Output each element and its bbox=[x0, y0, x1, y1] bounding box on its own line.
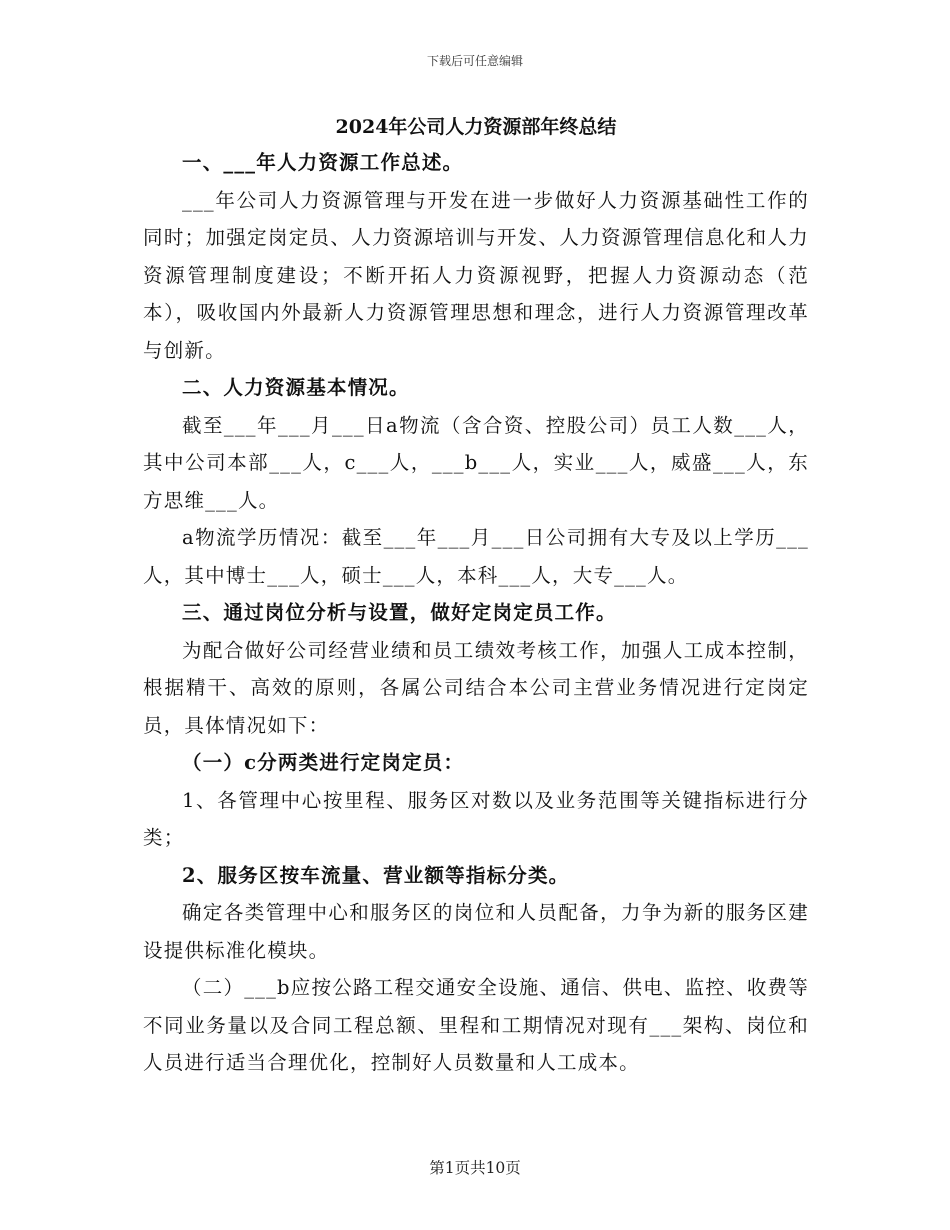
paragraph: a物流学历情况：截至___年___月___日公司拥有大专及以上学历___人，其中博士___人，硕士___人，本科___人，大专___人。 bbox=[143, 526, 809, 587]
paragraph: ___年公司人力资源管理与开发在进一步做好人力资源基础性工作的同时；加强定岗定员、人力资源培训与开发、人力资源管理信息化和人力资源管理制度建设；不断开拓人力资源视野，把握人力资源动态（范本），吸收国内外最新人力资源管理思想和理念，进行人力资源管理改革与创新。 bbox=[143, 188, 809, 362]
paragraph: 1、各管理中心按里程、服务区对数以及业务范围等关键指标进行分类； bbox=[143, 788, 809, 849]
section-heading-2: 二、人力资源基本情况。 bbox=[182, 376, 410, 399]
subsection-heading: （一）c分两类进行定岗定员： bbox=[182, 751, 465, 774]
document-body bbox=[143, 112, 809, 1082]
paragraph: 确定各类管理中心和服务区的岗位和人员配备，力争为新的服务区建设提供标准化模块。 bbox=[143, 901, 809, 962]
paragraph: 截至___年___月___日a物流（含合资、控股公司）员工人数___人，其中公司本部___人，c___人，___b___人，实业___人，威盛___人，东方思维___人。 bbox=[143, 413, 809, 512]
section-heading-1: 一、___年人力资源工作总述。 bbox=[182, 151, 464, 174]
paragraph: 为配合做好公司经营业绩和员工绩效考核工作，加强人工成本控制，根据精干、高效的原则，各属公司结合本公司主营业务情况进行定岗定员，具体情况如下： bbox=[143, 638, 809, 737]
subsection-item-heading: 2、服务区按车流量、营业额等指标分类。 bbox=[182, 863, 570, 887]
page-number: 第1页共10页 bbox=[429, 1159, 521, 1177]
section-heading-3: 三、通过岗位分析与设置，做好定岗定员工作。 bbox=[182, 601, 617, 624]
page-header: 下载后可任意编辑 bbox=[426, 54, 523, 68]
document-title: 2024年公司人力资源部年终总结 bbox=[335, 116, 617, 138]
paragraph: （二）___b应按公路工程交通安全设施、通信、供电、监控、收费等不同业务量以及合同工程总额、里程和工期情况对现有___架构、岗位和人员进行适当合理优化，控制好人员数量和人工成本。 bbox=[143, 976, 809, 1074]
